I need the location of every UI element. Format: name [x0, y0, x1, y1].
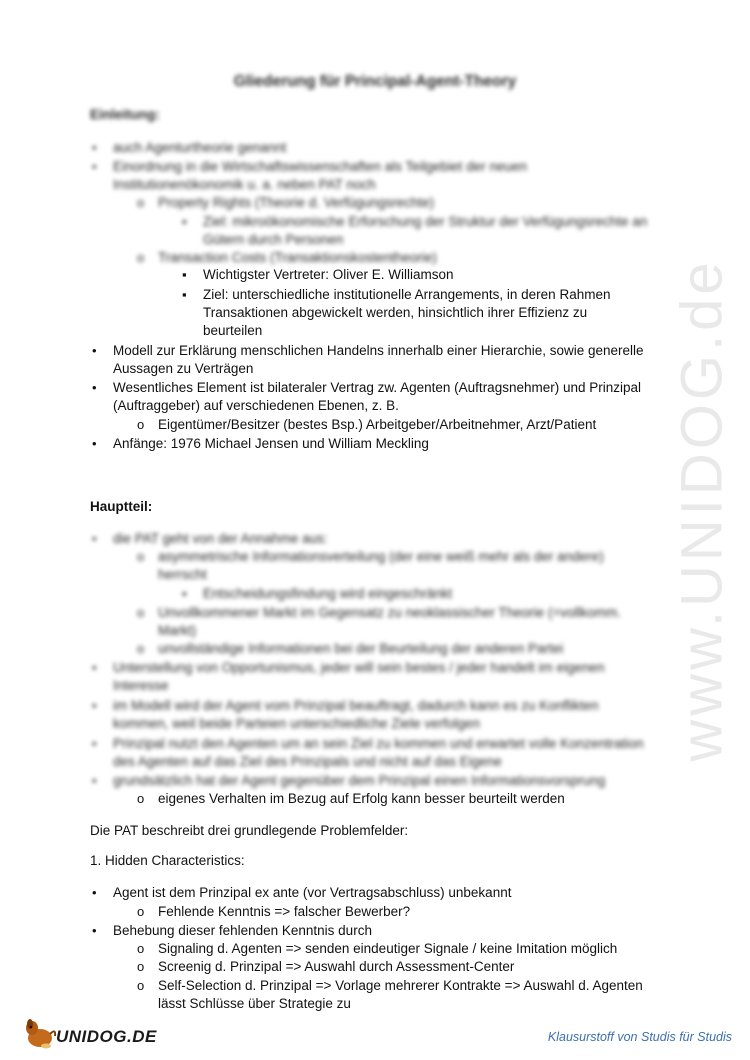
circle-bullet: o [137, 941, 145, 956]
list-subitem: Transaction Costs (Transaktionskostentheorie) [158, 250, 437, 265]
list-subsubitem-continuation: beurteilen [203, 323, 263, 338]
paragraph: Die PAT beschreibt drei grundlegende Problemfelder: [90, 823, 409, 838]
bullet-dot: • [92, 531, 97, 546]
circle-bullet: o [137, 417, 145, 432]
circle-bullet: o [137, 959, 145, 974]
bullet-dot: • [92, 773, 97, 788]
dog-icon [22, 1016, 58, 1052]
bullet-dot: • [92, 380, 97, 395]
list-subitem: Screenig d. Prinzipal => Auswahl durch Assessment-Center [158, 959, 515, 974]
circle-bullet: o [137, 195, 145, 210]
list-subitem: eigenes Verhalten im Bezug auf Erfolg kann besser beurteilt werden [158, 791, 565, 806]
list-item-continuation: des Agenten auf das Ziel des Prinzipals und nicht auf das Eigene [113, 754, 502, 769]
list-subitem: Signaling d. Agenten => senden eindeutiger Signale / keine Imitation möglich [158, 941, 618, 956]
circle-bullet: o [137, 641, 145, 656]
bullet-dot: • [92, 660, 97, 675]
bullet-dot: • [92, 885, 97, 900]
list-item: Prinzipal nutzt den Agenten um an sein Ziel zu kommen und erwartet volle Konzentration [113, 736, 644, 751]
circle-bullet: o [137, 250, 145, 265]
bullet-dot: • [92, 736, 97, 751]
list-subitem: Property Rights (Theorie d. Verfügungsrechte) [158, 195, 435, 210]
circle-bullet: o [137, 904, 145, 919]
list-subsubitem: Wichtigster Vertreter: Oliver E. Williamson [203, 267, 454, 282]
list-item: auch Agenturtheorie genannt [113, 140, 287, 155]
list-item: Einordnung in die Wirtschaftswissenschaften als Teilgebiet der neuen [113, 159, 527, 174]
list-item: die PAT geht von der Annahme aus: [113, 531, 328, 546]
watermark: www.UNIDOG.de [669, 258, 735, 762]
list-item: im Modell wird der Agent vom Prinzipal beauftragt, dadurch kann es zu Konflikten [113, 698, 599, 713]
list-subitem: Eigentümer/Besitzer (bestes Bsp.) Arbeitgeber/Arbeitnehmer, Arzt/Patient [158, 417, 597, 432]
circle-bullet: o [137, 605, 145, 620]
bullet-dot: • [92, 159, 97, 174]
subheading: 1. Hidden Characteristics: [90, 853, 245, 868]
bullet-dot: • [92, 923, 97, 938]
list-item: Behebung dieser fehlenden Kenntnis durch [113, 923, 372, 938]
list-subsubitem: Ziel: mikroökonomische Erforschung der Struktur der Verfügungsrechte an [203, 214, 648, 229]
list-item: Unterstellung von Opportunismus, jeder will sein bestes / jeder handelt im eigenen [113, 660, 605, 675]
list-subitem-continuation: herrscht [158, 567, 207, 582]
square-bullet: ▪ [182, 267, 187, 282]
list-subitem: Self-Selection d. Prinzipal => Vorlage mehrerer Kontrakte => Auswahl d. Agenten [158, 978, 643, 993]
bullet-dot: • [92, 140, 97, 155]
list-subitem: Fehlende Kenntnis => falscher Bewerber? [158, 904, 411, 919]
list-item: Wesentliches Element ist bilateraler Vertrag zw. Agenten (Auftragsnehmer) und Prinzipal [113, 380, 642, 395]
square-bullet: ▪ [182, 586, 187, 601]
logo-text: UNIDOG.DE [56, 1027, 157, 1046]
list-item-continuation: Institutionenökonomik u. a. neben PAT noch [113, 177, 376, 192]
list-subitem: asymmetrische Informationsverteilung (der eine weiß mehr als der andere) [158, 549, 604, 564]
page-title: Gliederung für Principal-Agent-Theory [233, 73, 517, 90]
bullet-dot: • [92, 698, 97, 713]
square-bullet: ▪ [182, 214, 187, 229]
list-item-continuation: Interesse [113, 678, 169, 693]
list-item-continuation: (Auftraggeber) auf verschiedenen Ebenen, z. B. [113, 398, 399, 413]
list-subitem: unvollständige Informationen bei der Beurteilung der anderen Partei [158, 641, 564, 656]
bullet-dot: • [92, 436, 97, 451]
list-item: Modell zur Erklärung menschlichen Handelns innerhalb einer Hierarchie, sowie generelle [113, 343, 644, 358]
list-item: grundsätzlich hat der Agent gegenüber dem Prinzipal einen Informationsvorsprung [113, 773, 606, 788]
list-subsubitem: Entscheidungsfindung wird eingeschränkt [203, 586, 453, 601]
section-heading-hauptteil: Hauptteil: [90, 499, 153, 514]
list-subitem-continuation: lässt Schlüsse über Strategie zu [158, 996, 351, 1011]
footer-slogan: Klausurstoff von Studis für Studis [547, 1030, 732, 1044]
list-subsubitem: Ziel: unterschiedliche institutionelle Arrangements, in deren Rahmen [203, 287, 611, 302]
bullet-dot: • [92, 343, 97, 358]
list-item-continuation: Aussagen zu Verträgen [113, 361, 254, 376]
list-item: Anfänge: 1976 Michael Jensen und William Meckling [113, 436, 429, 451]
circle-bullet: o [137, 978, 145, 993]
list-subitem-continuation: Markt) [158, 623, 197, 638]
square-bullet: ▪ [182, 287, 187, 302]
list-item-continuation: kommen, weil beide Parteien unterschiedliche Ziele verfolgen [113, 716, 480, 731]
list-subsubitem-continuation: Transaktionen abgewickelt werden, hinsichtlich ihrer Effizienz zu [203, 305, 588, 320]
section-heading-einleitung: Einleitung: [90, 107, 160, 122]
list-subitem: Unvollkommener Markt im Gegensatz zu neoklassischer Theorie (=vollkomm. [158, 605, 622, 620]
circle-bullet: o [137, 549, 145, 564]
list-item: Agent ist dem Prinzipal ex ante (vor Vertragsabschluss) unbekannt [113, 885, 512, 900]
list-subsubitem-continuation: Gütern durch Personen [203, 232, 344, 247]
unidog-logo[interactable] [22, 1016, 162, 1052]
circle-bullet: o [137, 791, 145, 806]
